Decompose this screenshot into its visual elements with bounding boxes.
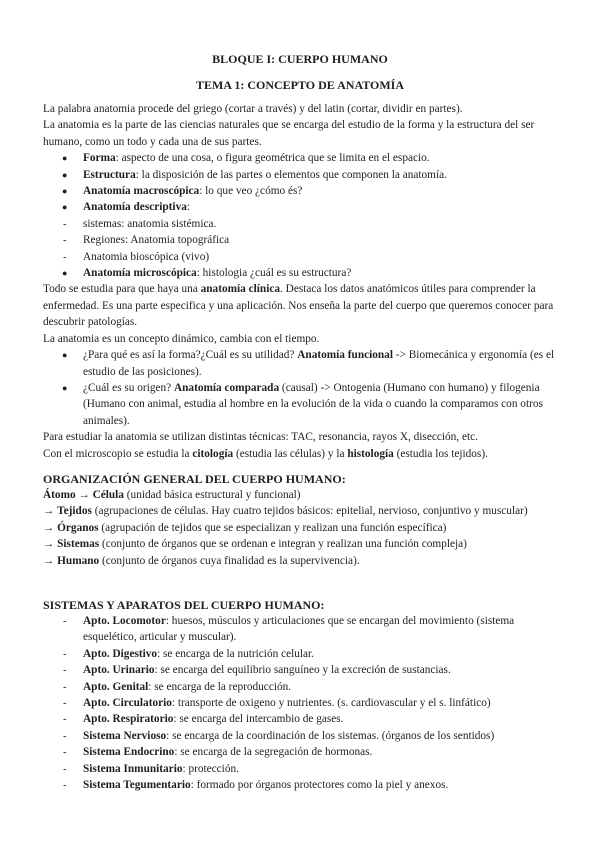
term: Átomo → Célula <box>43 489 124 501</box>
system-item <box>43 646 563 662</box>
system-item <box>43 761 563 777</box>
list-item-estructura <box>43 167 563 183</box>
definition: : histologia ¿cuál es su estructura? <box>196 267 352 280</box>
tecnicas-paragraph: Para estudiar la anatomia se utilizan distintas técnicas: TAC, resonancia, rayos X, disección, etc. <box>43 431 478 444</box>
definition: : aspecto de una cosa, o figura geométrica que se limita en el espacio. <box>115 152 430 165</box>
system-item <box>43 662 563 678</box>
list-item-forma <box>43 150 563 166</box>
term: Humano <box>57 554 100 567</box>
system-item <box>43 744 563 760</box>
dash-icon: - <box>63 779 67 792</box>
dash-icon: - <box>63 746 67 759</box>
bullet-icon: ● <box>62 169 68 180</box>
dash-icon: - <box>63 713 67 726</box>
text-span: : se encarga de la reproducción. <box>148 680 292 693</box>
system-item <box>43 679 563 695</box>
bullet-icon: ● <box>62 186 68 197</box>
dash-text: Regiones: Anatomia topográfica <box>83 234 230 247</box>
term: Apto. Genital <box>83 680 149 693</box>
bullet-icon: ● <box>62 268 68 279</box>
text-span: : se encarga de la coordinación de los sistemas. (órganos de los sentidos) <box>166 729 495 742</box>
term: Apto. Urinario <box>83 664 155 677</box>
arrow-icon: → <box>43 521 58 534</box>
text-span: (unidad básica estructural y funcional) <box>123 489 301 501</box>
intro-paragraph: La palabra anatomia procede del griego (cortar a través) y del latin (cortar, dividir en partes). <box>43 103 463 115</box>
arrow-icon: → <box>43 554 58 567</box>
clinica-paragraph <box>43 281 563 330</box>
text-span: : protección. <box>182 762 239 775</box>
sistemas-section <box>43 597 563 793</box>
topic-title: TEMA 1: CONCEPTO DE ANATOMÍA <box>195 78 405 92</box>
dash-icon: - <box>63 729 67 742</box>
term: Apto. Digestivo <box>83 647 158 660</box>
microscopio-paragraph <box>43 446 563 462</box>
term: Sistemas <box>57 538 100 551</box>
text-span: : huesos, músculos y articulaciones que se encargan del movimiento (sistema esquelético, articular y muscular). <box>83 615 515 644</box>
text-span: (conjunto de órganos que se ordenan e integran y realizan una función compleja) <box>99 538 467 551</box>
definition: : <box>186 201 191 214</box>
intro-section <box>43 101 563 462</box>
dash-icon: - <box>63 647 67 660</box>
term: Anatomía macroscópica <box>83 185 200 198</box>
term: Sistema Tegumentario <box>83 779 191 792</box>
dash-item <box>43 249 563 265</box>
dash-icon: - <box>63 664 67 677</box>
dash-text: sistemas: anatomia sistémica. <box>83 217 217 230</box>
term: anatomía clínica <box>200 283 281 296</box>
term: Anatomía funcional <box>297 349 393 362</box>
system-item <box>43 777 563 793</box>
list-item-descriptiva <box>43 199 563 215</box>
definition: : lo que veo ¿cómo és? <box>199 185 303 198</box>
dash-icon: - <box>63 250 67 263</box>
arrow-icon: → <box>43 538 58 551</box>
list-item-comparada <box>43 380 563 429</box>
text-span: : formado por órganos protectores como la piel y anexos. <box>190 779 449 792</box>
bullet-icon: ● <box>62 153 68 164</box>
term: Sistema Inmunitario <box>83 762 183 775</box>
term: Anatomía microscópica <box>83 267 197 280</box>
term: Anatomía descriptiva <box>83 201 187 214</box>
dash-icon: - <box>63 217 67 230</box>
system-item <box>43 711 563 727</box>
text-span: (conjunto de órganos cuya finalidad es la supervivencia). <box>99 554 360 567</box>
dash-icon: - <box>63 680 67 693</box>
org-line <box>43 503 563 519</box>
dash-icon: - <box>63 697 67 710</box>
dinamico-paragraph: La anatomia es un concepto dinámico, cambia con el tiempo. <box>43 332 320 345</box>
org-line <box>43 487 563 503</box>
list-item-microscopica <box>43 265 563 281</box>
dash-icon: - <box>63 615 67 627</box>
text-span: ¿Para qué es así la forma?¿Cuál es su utilidad? <box>83 349 298 362</box>
text-span: (causal) -> Ontogenia (Humano con humano) y filogenia (Humano con animal, estudia al hombre en la evolución de la vida o cuando la comparamos con otros animales). <box>83 381 543 427</box>
org-line <box>43 553 563 569</box>
dash-icon: - <box>63 762 67 775</box>
bullet-icon: ● <box>62 202 68 213</box>
term: histología <box>347 447 394 460</box>
text-span: : se encarga de la nutrición celular. <box>157 647 314 660</box>
text-span: -> Biomecánica y ergonomía (es el estudio de las posiciones). <box>83 349 555 378</box>
bullet-icon: ● <box>62 350 68 361</box>
term: citología <box>192 447 234 460</box>
text-span: ¿Cuál es su origen? <box>83 381 174 394</box>
term: Apto. Locomotor <box>83 615 166 627</box>
text-span: (estudia los tejidos). <box>393 447 488 460</box>
text-span: (estudia las células) y la <box>233 447 348 460</box>
text-span: : se encarga del equilibrio sanguíneo y la excreción de sustancias. <box>154 664 451 677</box>
system-item <box>43 613 563 646</box>
list-item-macroscopica <box>43 183 563 199</box>
organizacion-section <box>43 471 563 569</box>
arrow-icon: → <box>43 505 58 518</box>
dash-text: Anatomia bioscópica (vivo) <box>83 250 210 263</box>
text-span: : transporte de oxigeno y nutrientes. (s. cardiovascular y el s. linfático) <box>171 697 491 710</box>
text-span: . Destaca los datos anatómicos útiles para comprender la enfermedad. Es una parte especifica y una aplicación. Nos enseña la parte del cuerpo que queremos conocer para descubrir patologías. <box>43 283 554 329</box>
term: Apto. Circulatorio <box>83 697 172 710</box>
dash-icon: - <box>63 234 67 247</box>
org-line <box>43 536 563 552</box>
definition: : la disposición de las partes o elementos que componen la anatomía. <box>135 168 447 181</box>
term: Estructura <box>83 168 136 181</box>
org-line <box>43 520 563 536</box>
text-span: : se encarga del intercambio de gases. <box>173 713 344 726</box>
system-item <box>43 695 563 711</box>
term: Sistema Nervioso <box>83 729 167 742</box>
term: Apto. Respiratorio <box>83 713 174 726</box>
term: Tejidos <box>57 505 92 518</box>
list-item-funcional <box>43 347 563 380</box>
term: Anatomía comparada <box>173 381 280 394</box>
document-title: BLOQUE I: CUERPO HUMANO <box>212 52 388 66</box>
text-span: (agrupaciones de células. Hay cuatro tejidos básicos: epitelial, nervioso, conjuntivo y muscular) <box>91 505 528 518</box>
text-span: Todo se estudia para que haya una <box>43 283 201 296</box>
text-span: (agrupación de tejidos que se especializan y realizan una función específica) <box>98 521 447 534</box>
dash-item <box>43 216 563 232</box>
section-heading: SISTEMAS Y APARATOS DEL CUERPO HUMANO: <box>43 598 325 612</box>
section-heading: ORGANIZACIÓN GENERAL DEL CUERPO HUMANO: <box>43 472 346 486</box>
term: Órganos <box>57 521 99 534</box>
term: Sistema Endocrino <box>83 746 175 759</box>
text-span: : se encarga de la segregación de hormonas. <box>174 746 373 759</box>
text-span: Con el microscopio se estudia la <box>43 447 193 460</box>
system-item <box>43 728 563 744</box>
intro-paragraph: La anatomia es la parte de las ciencias naturales que se encarga del estudio de la forma y la estructura del ser humano, como un todo y cada una de sus partes. <box>43 119 535 148</box>
dash-item <box>43 232 563 248</box>
bullet-icon: ● <box>62 382 68 393</box>
term: Forma <box>83 152 116 165</box>
